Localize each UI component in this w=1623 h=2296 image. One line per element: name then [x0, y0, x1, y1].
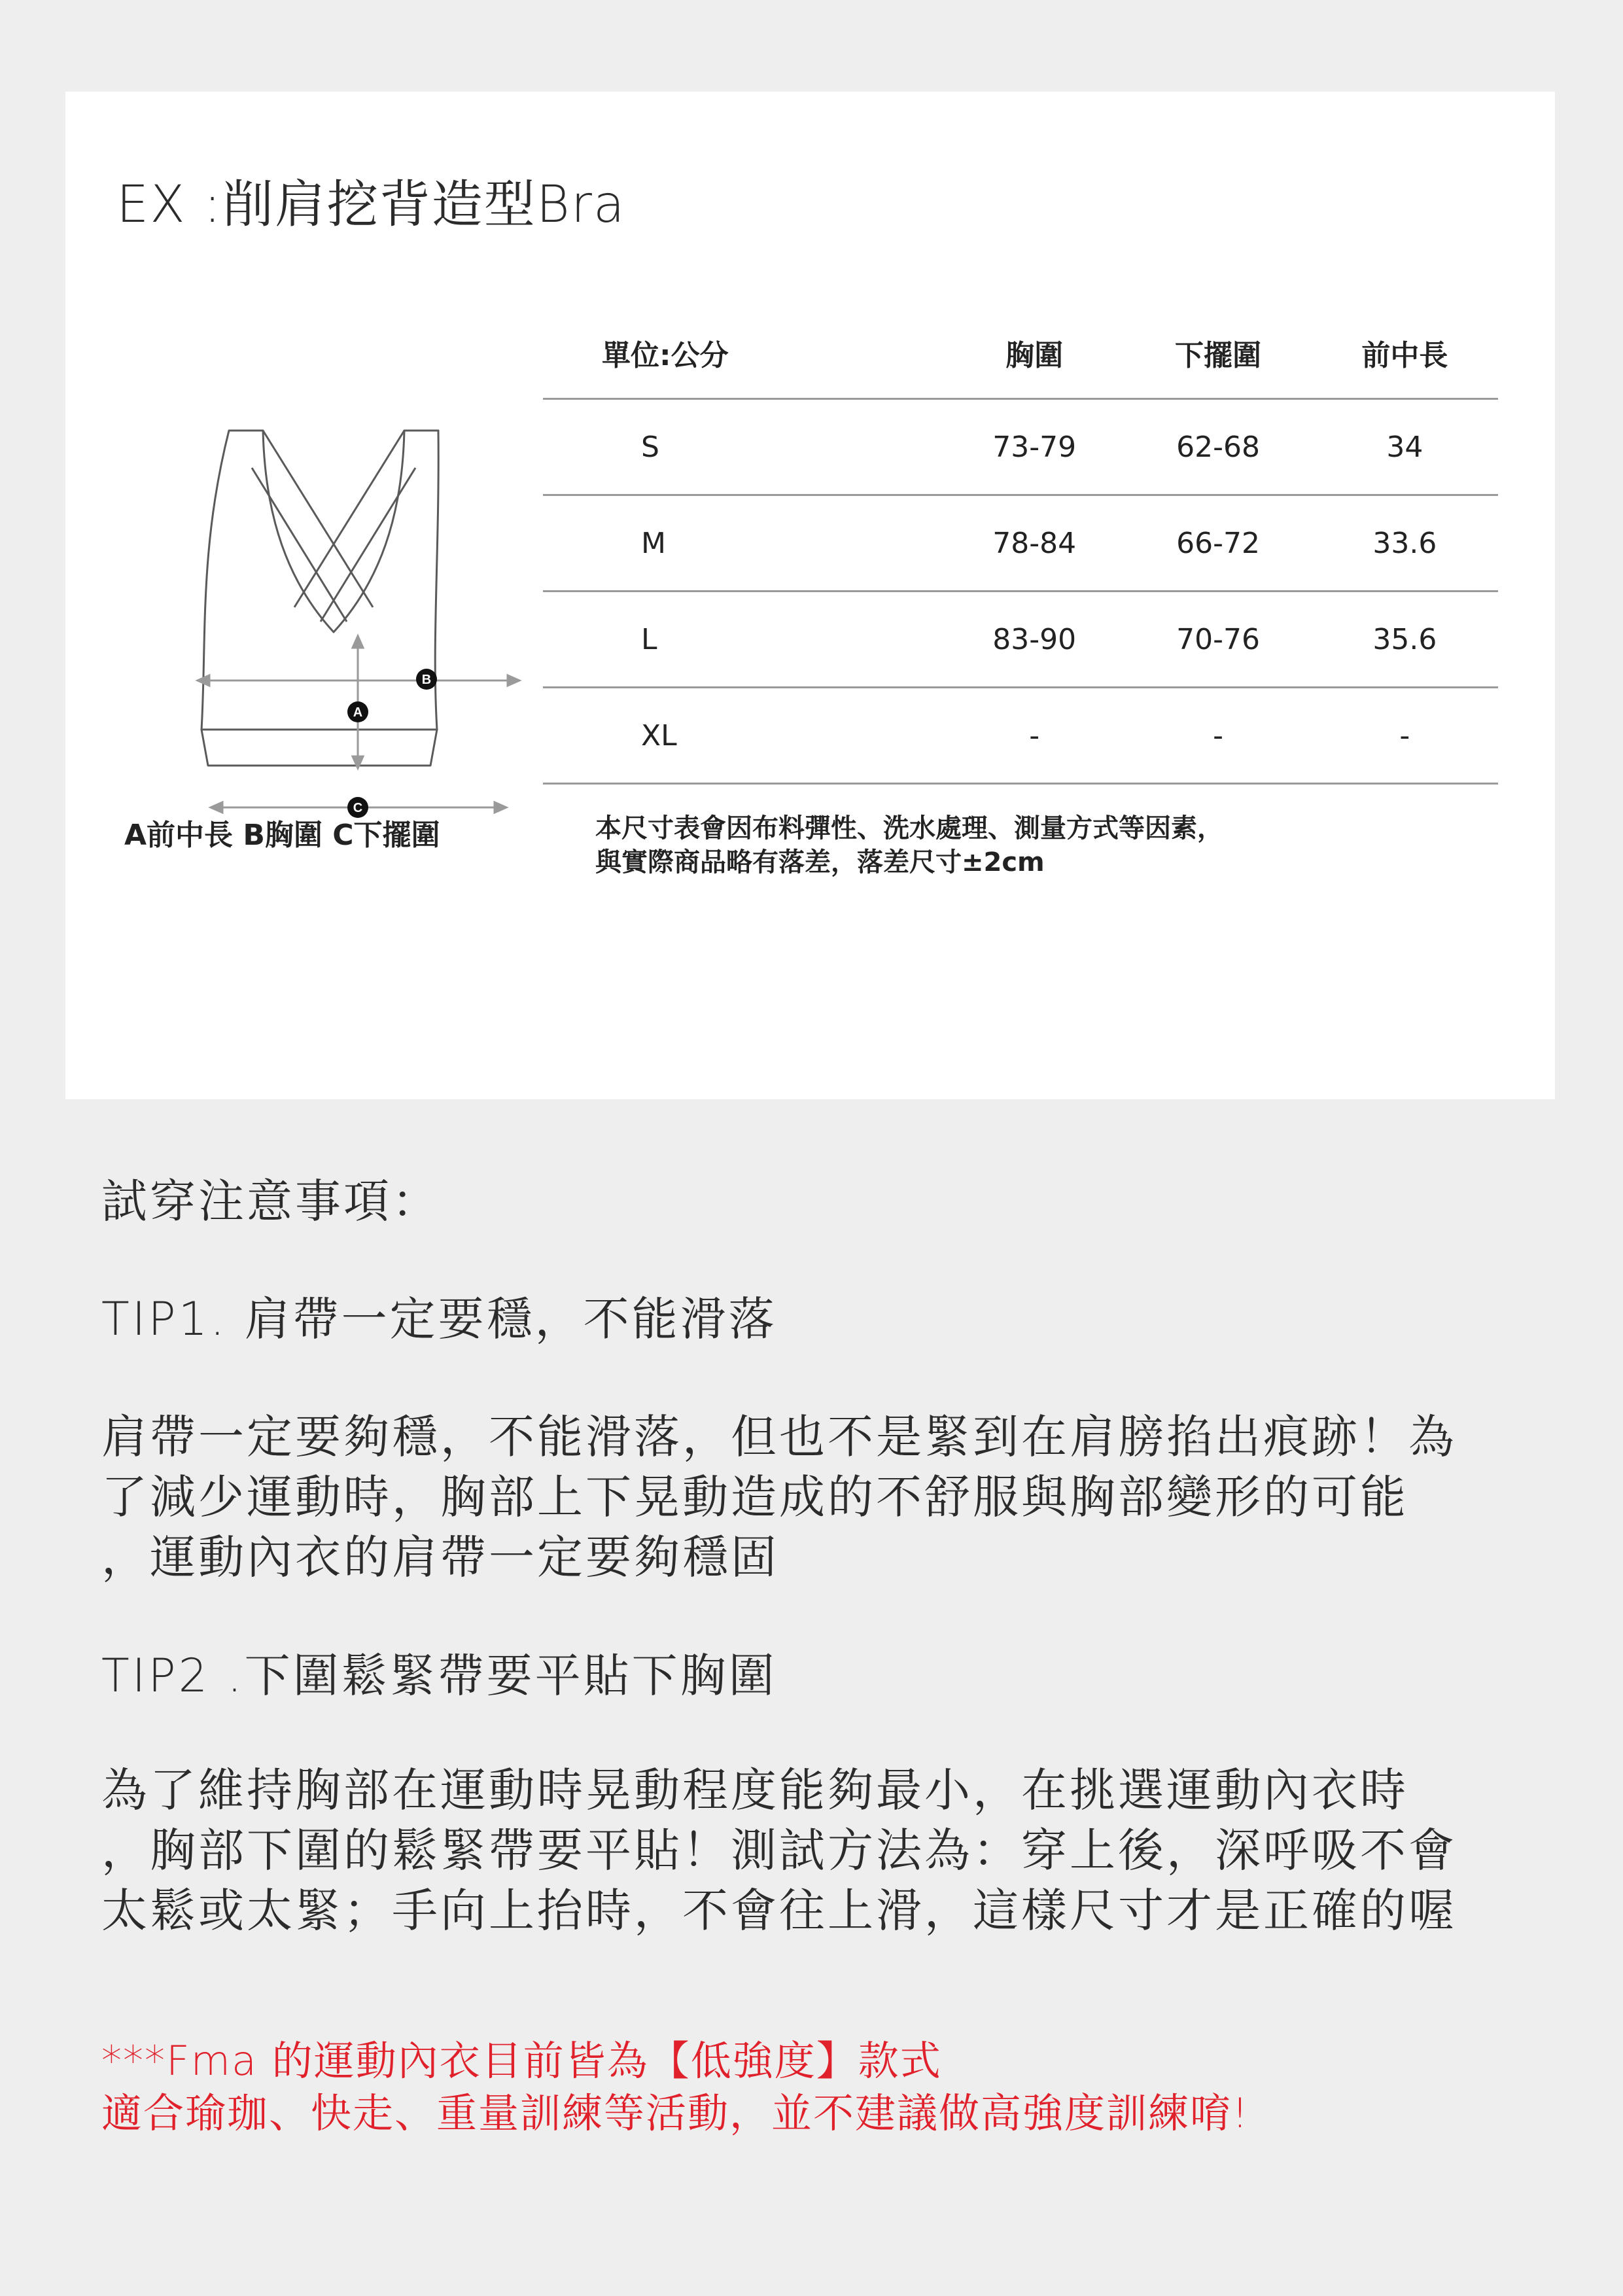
hem-cell: 70-76	[1176, 622, 1260, 656]
size-cell: L	[641, 622, 657, 656]
marker-a	[347, 701, 368, 722]
notice-line: 適合瑜珈、快走、重量訓練等活動，並不建議做高強度訓練唷!	[101, 2089, 1249, 2137]
hem-cell: 62-68	[1176, 430, 1260, 464]
tip1-line: 了減少運動時，胸部上下晃動造成的不舒服與胸部變形的可能	[101, 1470, 1408, 1524]
hem-cell: 66-72	[1176, 526, 1260, 560]
tip2-line: 為了維持胸部在運動時晃動程度能夠最小，在挑選運動內衣時	[101, 1763, 1408, 1817]
bust-cell: -	[1029, 718, 1040, 752]
svg-text:C: C	[353, 801, 363, 815]
front-length-cell: 35.6	[1372, 622, 1437, 656]
size-cell: M	[641, 526, 666, 560]
tip1-title: TIP1. 肩帶一定要穩，不能滑落	[101, 1292, 777, 1346]
bust-cell: 73-79	[992, 430, 1077, 464]
front-length-cell: -	[1399, 718, 1410, 752]
hem-cell: -	[1213, 718, 1223, 752]
marker-b	[416, 669, 437, 690]
header-unit: 單位:公分	[602, 339, 729, 372]
table-header-row	[543, 308, 1498, 399]
tip2-body	[101, 1760, 1527, 1941]
header-bust: 胸圍	[1005, 339, 1064, 372]
tip2-line: ，胸部下圍的鬆緊帶要平貼！測試方法為：穿上後，深呼吸不會	[101, 1824, 1457, 1877]
size-cell: S	[641, 430, 659, 464]
front-length-cell: 34	[1386, 430, 1423, 464]
back-strap-left	[263, 431, 373, 607]
fitting-notes-heading: 試穿注意事項：	[101, 1174, 440, 1228]
product-title: EX :削肩挖背造型Bra	[116, 175, 626, 234]
note-line: 本尺寸表會因布料彈性、洗水處理、測量方式等因素，	[595, 813, 1223, 843]
front-length-cell: 33.6	[1372, 526, 1437, 560]
table-row	[543, 592, 1498, 688]
back-strap-right	[294, 431, 404, 607]
header-hem: 下擺圍	[1175, 339, 1262, 372]
tip2-title: TIP2 .下圍鬆緊帶要平貼下胸圍	[101, 1649, 777, 1703]
tip1-line: 肩帶一定要夠穩，不能滑落，但也不是緊到在肩膀掐出痕跡！為	[101, 1410, 1457, 1464]
bra-diagram	[124, 334, 543, 831]
notice-line: ***Fma 的運動內衣目前皆為【低強度】款式	[101, 2037, 942, 2085]
tip2-line: 太鬆或太緊；手向上抬時，不會往上滑，這樣尺寸才是正確的喔	[101, 1884, 1457, 1937]
diagram-caption: A前中長 B胸圍 C下擺圍	[124, 819, 440, 852]
size-table-note	[595, 811, 1223, 879]
intensity-notice	[101, 2035, 1527, 2140]
bust-cell: 78-84	[992, 526, 1077, 560]
bra-hem-band	[201, 730, 437, 766]
size-table	[543, 308, 1498, 785]
table-row	[543, 399, 1498, 495]
table-row	[543, 688, 1498, 784]
bust-cell: 83-90	[992, 622, 1077, 656]
table-row	[543, 495, 1498, 592]
header-front-length: 前中長	[1361, 339, 1448, 372]
tip1-body	[101, 1407, 1527, 1587]
svg-text:A: A	[353, 705, 363, 720]
tip1-line: ，運動內衣的肩帶一定要夠穩固	[101, 1530, 779, 1584]
size-cell: XL	[641, 718, 677, 752]
svg-text:B: B	[421, 673, 432, 687]
note-line: 與實際商品略有落差，落差尺寸±2cm	[595, 847, 1045, 877]
size-chart-card	[65, 92, 1555, 1099]
